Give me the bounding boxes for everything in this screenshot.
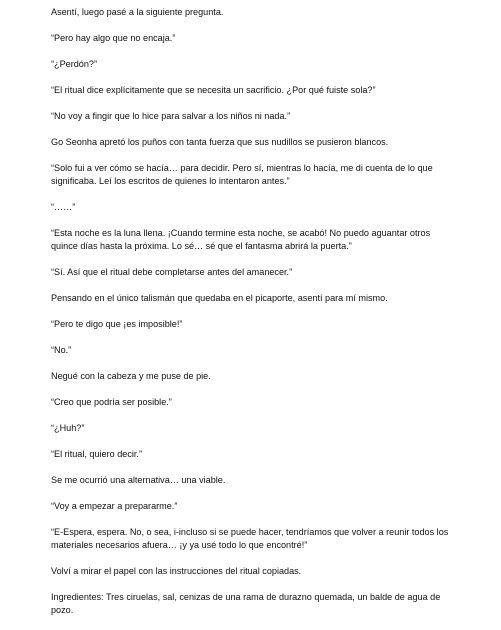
paragraph-15: “Creo que podría ser posible.” [51,397,172,407]
paragraph-12: “Pero te digo que ¡es imposible!” [51,319,183,329]
paragraph-21: Volví a mirar el papel con las instrucciones del ritual copiadas. [51,566,302,576]
paragraph-6: Go Seonha apretó los puños con tanta fuerza que sus nudillos se pusieron blancos. [51,137,389,147]
paragraph-20: “E-Espera, espera. No, o sea, i-incluso si se puede hacer, tendríamos que volver a reunir todos los materiales necesarios afuera… ¡y ya usé todo lo que encontré!” [51,527,449,550]
paragraph-1: Asentí, luego pasé a la siguiente pregunta. [51,7,224,17]
paragraph-13: “No.” [51,345,72,355]
paragraph-7: “Solo fui a ver cómo se hacía… para decidir. Pero sí, mientras lo hacía, me di cuenta de lo que significaba. Leí los escritos de quienes lo intentaron antes.” [51,163,433,186]
paragraph-3: “¿Perdón?” [51,59,97,69]
paragraph-5: “No voy a fingir que lo hice para salvar a los niños ni nada.” [51,111,291,121]
paragraph-16: “¿Huh?” [51,423,85,433]
paragraph-11: Pensando en el único talismán que quedaba en el picaporte, asentí para mí mismo. [51,293,388,303]
paragraph-4: “El ritual dice explícitamente que se necesita un sacrificio. ¿Por qué fuiste sola?” [51,85,376,95]
document-body [51,6,451,630]
paragraph-18: Se me ocurrió una alternativa… una viable. [51,475,226,485]
paragraph-2: “Pero hay algo que no encaja.” [51,33,176,43]
paragraph-22: Ingredientes: Tres ciruelas, sal, cenizas de una rama de durazno quemada, un balde de agua de pozo. [51,592,441,615]
paragraph-14: Negué con la cabeza y me puse de pie. [51,371,211,381]
paragraph-19: “Voy a empezar a prepararme.” [51,501,178,511]
paragraph-9: “Esta noche es la luna llena. ¡Cuando termine esta noche, se acabó! No puedo aguantar otros quince días hasta la próxima. Lo sé… sé que el fantasma abrirá la puerta.” [51,228,431,251]
paragraph-8: “……” [51,202,76,212]
paragraph-10: “Sí. Así que el ritual debe completarse antes del amanecer.” [51,267,293,277]
paragraph-17: “El ritual, quiero decir.” [51,449,142,459]
